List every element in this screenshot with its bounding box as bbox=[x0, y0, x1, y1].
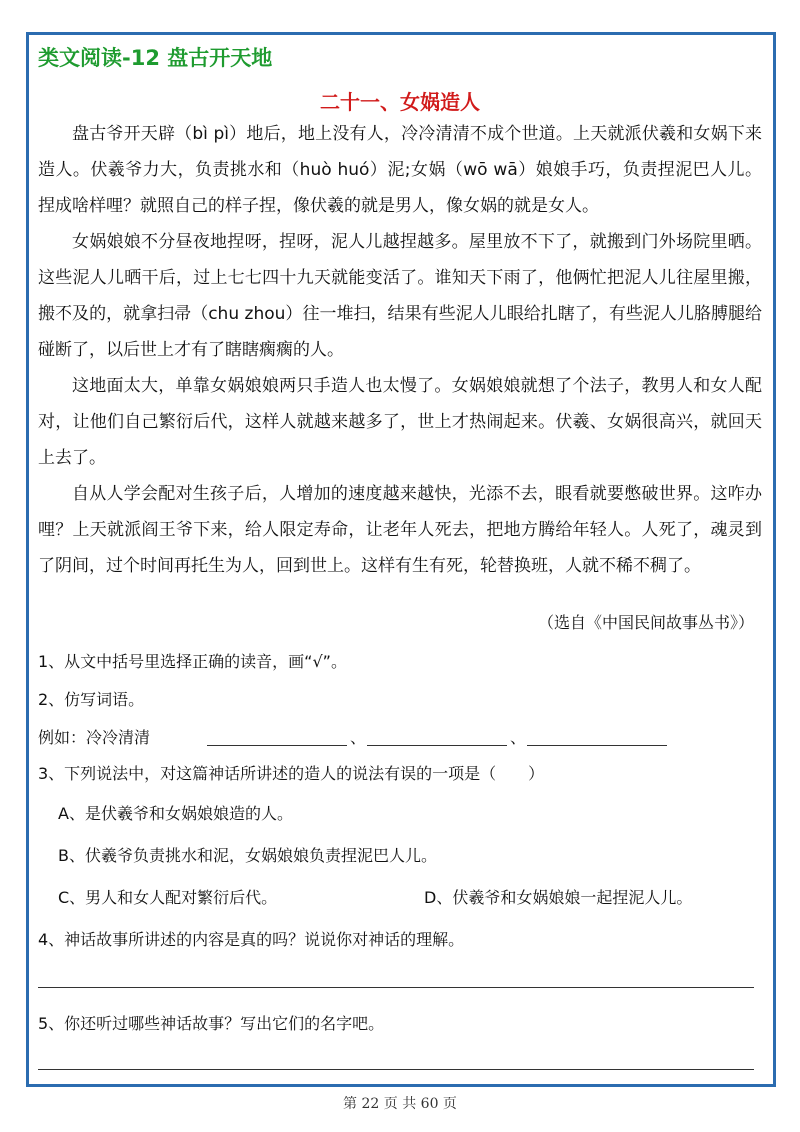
question-2: 2、仿写词语。 bbox=[38, 690, 145, 709]
question-3: 3、下列说法中，对这篇神话所讲述的造人的说法有误的一项是（ ） bbox=[38, 764, 545, 783]
option-b[interactable]: B、伏羲爷负责挑水和泥，女娲娘娘负责捏泥巴人儿。 bbox=[58, 846, 437, 865]
blank-separator: 、 bbox=[350, 728, 367, 747]
paragraph-1: 盘古爷开天辟（bì pì）地后，地上没有人，冷冷清清不成个世道。上天就派伏羲和女娲下来造人。伏羲爷力大，负责挑水和（huò huó）泥;女娲（wō wā）娘娘手巧，负责捏泥巴人儿。捏成啥样哩？就照自己的样子捏，像伏羲的就是男人，像女娲的就是女人。 bbox=[38, 124, 762, 216]
question-1: 1、从文中括号里选择正确的读音，画“√”。 bbox=[38, 652, 347, 671]
paragraph-4: 自从人学会配对生孩子后，人增加的速度越来越快，光添不去，眼看就要憋破世界。这咋办哩？上天就派阎王爷下来，给人限定寿命，让老年人死去，把地方腾给年轻人。人死了，魂灵到了阴间，过个时间再托生为人，回到世上。这样有生有死，轮替换班，人就不稀不稠了。 bbox=[38, 484, 762, 576]
story-title: 二十一、女娲造人 bbox=[320, 90, 480, 114]
paragraph-2: 女娲娘娘不分昼夜地捏呀，捏呀，泥人儿越捏越多。屋里放不下了，就搬到门外场院里晒。这些泥人儿晒干后，过上七七四十九天就能变活了。谁知天下雨了，他俩忙把泥人儿往屋里搬，搬不及的，就拿扫帚（chu zhou）往一堆扫，结果有些泥人儿眼给扎瞎了，有些泥人儿胳膊腿给碰断了，以后世上才有了瞎瞎瘸瘸的人。 bbox=[38, 232, 762, 360]
option-d[interactable]: D、伏羲爷和女娲娘娘一起捏泥人儿。 bbox=[424, 888, 693, 907]
answer-line-4[interactable] bbox=[38, 987, 754, 988]
section-header: 类文阅读-12 盘古开天地 bbox=[38, 46, 273, 70]
option-a[interactable]: A、是伏羲爷和女娲娘娘造的人。 bbox=[58, 804, 293, 823]
answer-line-5[interactable] bbox=[38, 1069, 754, 1070]
page-number: 第 22 页 共 60 页 bbox=[343, 1096, 457, 1112]
blank-separator: 、 bbox=[510, 728, 527, 747]
paragraph-3: 这地面太大，单靠女娲娘娘两只手造人也太慢了。女娲娘娘就想了个法子，教男人和女人配对，让他们自己繁衍后代，这样人就越来越多了，世上才热闹起来。伏羲、女娲很高兴，就回天上去了。 bbox=[38, 376, 762, 468]
answer-blank-1[interactable] bbox=[207, 745, 347, 746]
question-2-example: 例如：冷冷清清 bbox=[38, 728, 151, 747]
story-text bbox=[38, 116, 762, 584]
answer-blank-3[interactable] bbox=[527, 745, 667, 746]
question-4: 4、神话故事所讲述的内容是真的吗？说说你对神话的理解。 bbox=[38, 930, 465, 949]
source-citation: （选自《中国民间故事丛书》） bbox=[537, 613, 754, 632]
answer-blank-2[interactable] bbox=[367, 745, 507, 746]
option-c[interactable]: C、男人和女人配对繁衍后代。 bbox=[58, 888, 278, 907]
question-5: 5、你还听过哪些神话故事？写出它们的名字吧。 bbox=[38, 1014, 385, 1033]
